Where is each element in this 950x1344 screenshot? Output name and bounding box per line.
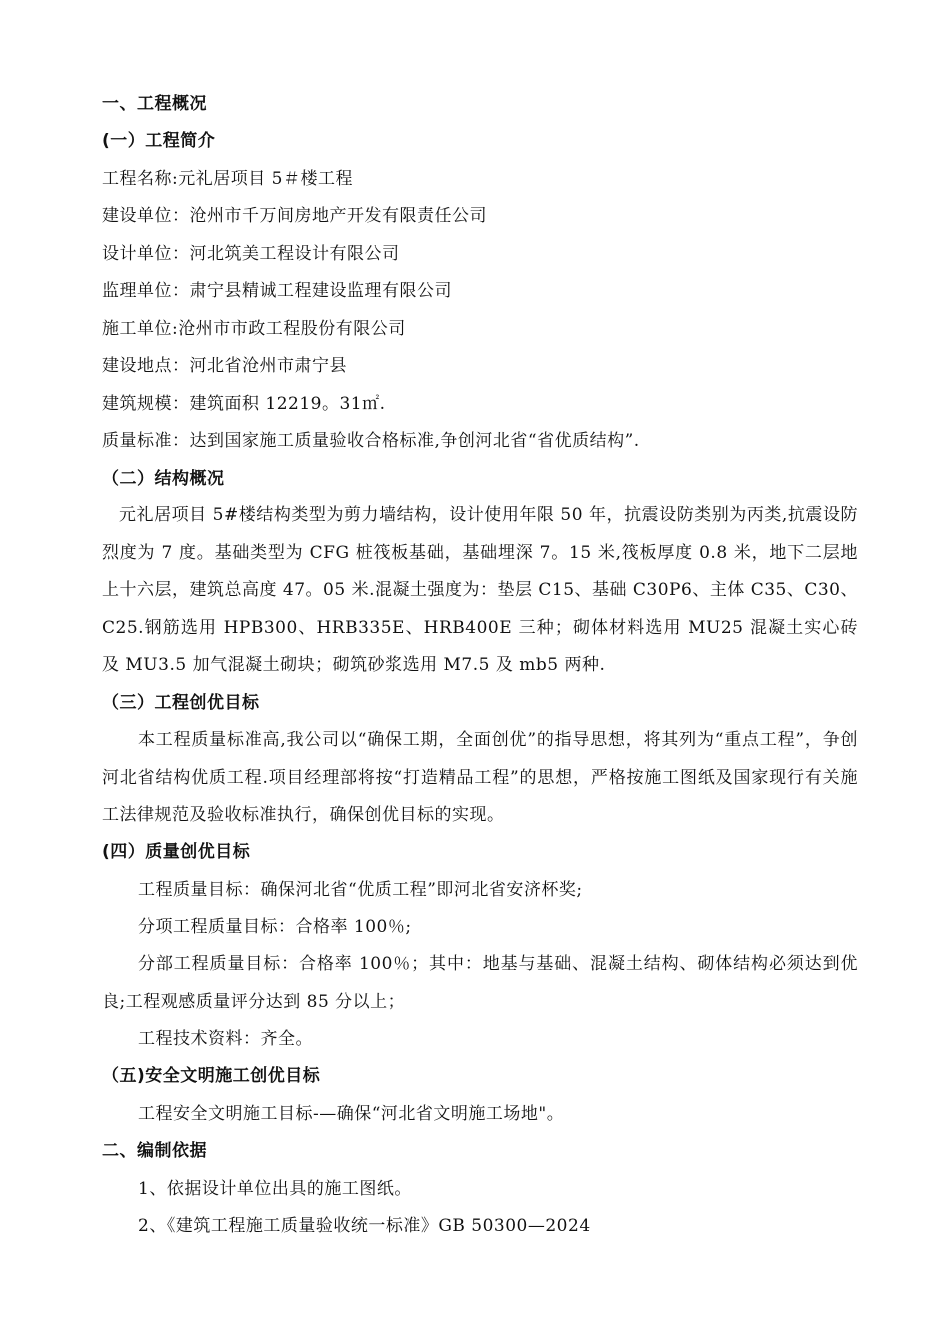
section-heading-basis: 二、编制依据 — [102, 1141, 207, 1161]
location-line: 建设地点：河北省沧州市肃宁县 — [102, 356, 347, 376]
designer-line: 设计单位：河北筑美工程设计有限公司 — [102, 244, 400, 264]
scale-line: 建筑规模：建筑面积 12219。31㎡. — [102, 394, 386, 414]
subsection-heading-intro: (一）工程简介 — [102, 131, 216, 151]
quality-goal-item-1: 工程质量目标：确保河北省“优质工程”即河北省安济杯奖; — [138, 880, 583, 900]
quality-goal-item-3: 分部工程质量目标：合格率 100％；其中：地基与基础、混凝土结构、砌体结构必须达到优良;工程观感质量评分达到 85 分以上； — [102, 954, 858, 1012]
subsection-heading-excellence-goal: （三）工程创优目标 — [102, 693, 260, 713]
quality-goal-item-4: 工程技术资料：齐全。 — [138, 1029, 313, 1049]
quality-standard-line: 质量标准：达到国家施工质量验收合格标准,争创河北省“省优质结构”. — [102, 431, 640, 451]
subsection-heading-structure: （二）结构概况 — [102, 469, 225, 489]
basis-item-1: 1、依据设计单位出具的施工图纸。 — [138, 1179, 412, 1199]
section-heading-overview: 一、工程概况 — [102, 94, 207, 114]
subsection-heading-quality-goal: (四）质量创优目标 — [102, 842, 251, 862]
excellence-goal-paragraph: 本工程质量标准高,我公司以“确保工期，全面创优”的指导思想，将其列为“重点工程”，争创河北省结构优质工程.项目经理部将按“打造精品工程”的思想，严格按施工图纸及国家现行有关施工法律规范及验收标准执行，确保创优目标的实现。 — [102, 730, 858, 825]
project-name-line: 工程名称:元礼居项目 5＃楼工程 — [102, 169, 353, 189]
subsection-heading-safety-goal: （五)安全文明施工创优目标 — [102, 1066, 321, 1086]
contractor-line: 施工单位:沧州市市政工程股份有限公司 — [102, 319, 406, 339]
basis-item-2: 2、《建筑工程施工质量验收统一标准》GB 50300—2024 — [138, 1216, 591, 1236]
supervisor-line: 监理单位：肃宁县精诚工程建设监理有限公司 — [102, 281, 452, 301]
builder-line: 建设单位：沧州市千万间房地产开发有限责任公司 — [102, 206, 487, 226]
safety-goal-line: 工程安全文明施工目标-—确保“河北省文明施工场地"。 — [138, 1104, 565, 1124]
quality-goal-item-2: 分项工程质量目标：合格率 100％; — [138, 917, 412, 937]
structure-paragraph: 元礼居项目 5#楼结构类型为剪力墙结构，设计使用年限 50 年，抗震设防类别为丙类,抗震设防烈度为 7 度。基础类型为 CFG 桩筏板基础，基础埋深 7。15 米,筏板厚度 0.8 米，地下二层地上十六层，建筑总高度 47。05 米.混凝土强度为：垫层 C15、基础 C30P6、主体 C35、C30、C25.钢筋选用 HPB300、HRB335E、HRB400E 三种；砌体材料选用 MU25 混凝土实心砖及 MU3.5 加气混凝土砌块；砌筑砂浆选用 M7.5 及 mb5 两种. — [102, 505, 858, 675]
